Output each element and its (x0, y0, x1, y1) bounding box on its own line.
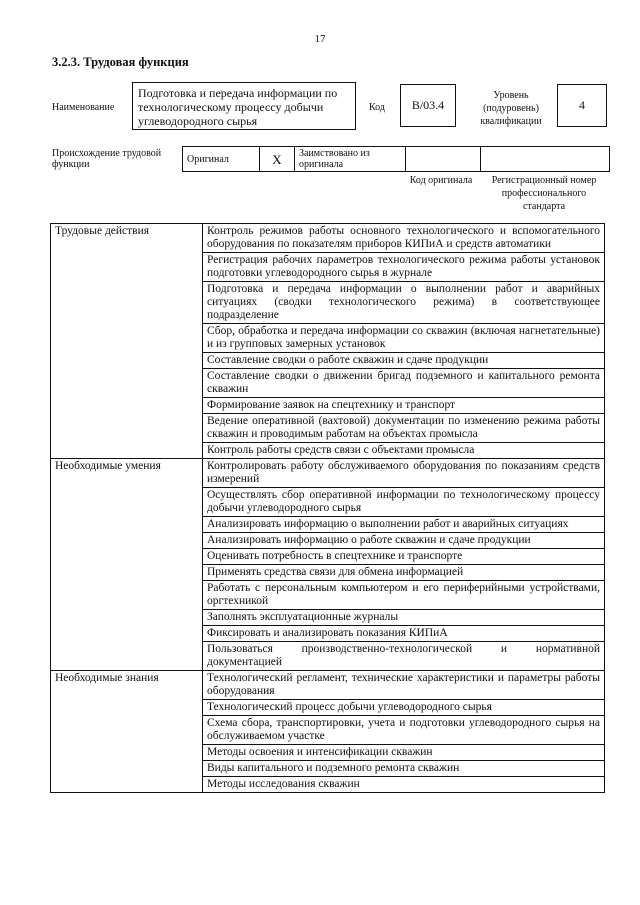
item-cell: Работать с персональным компьютером и его периферийными устройствами, оргтехникой (203, 581, 605, 610)
item-cell: Применять средства связи для обмена информацией (203, 565, 605, 581)
code-caption: Код оригинала (409, 175, 473, 186)
item-cell: Технологический процесс добычи углеводородного сырья (203, 700, 605, 716)
origin-code-cell (406, 147, 481, 172)
item-cell: Составление сводки о работе скважин и сдаче продукции (203, 353, 605, 369)
function-details-table (50, 223, 605, 793)
reg-number-cell (481, 147, 610, 172)
table-row (51, 671, 605, 700)
item-cell: Сбор, обработка и передача информации со скважин (включая нагнетательные) и из групповых замерных установок (203, 324, 605, 353)
category-cell: Трудовые действия (51, 224, 203, 459)
origin-table (182, 146, 610, 172)
item-cell: Оценивать потребность в спецтехнике и транспорте (203, 549, 605, 565)
item-cell: Ведение оперативной (вахтовой) документации по изменению режима работы скважин и проводимым работам на объектах промысла (203, 414, 605, 443)
item-cell: Регистрация рабочих параметров технологического режима работы установок подготовки углеводородного сырья в журнале (203, 253, 605, 282)
item-cell: Заполнять эксплуатационные журналы (203, 610, 605, 626)
item-cell: Подготовка и передача информации о выполнении работ и аварийных ситуациях (сводки технологического режима) в соответствующее подразделение (203, 282, 605, 324)
item-cell: Методы исследования скважин (203, 777, 605, 793)
item-cell: Методы освоения и интенсификации скважин (203, 745, 605, 761)
item-cell: Схема сбора, транспортировки, учета и подготовки углеводородного сырья на обслуживаемом участке (203, 716, 605, 745)
item-cell: Формирование заявок на спецтехнику и транспорт (203, 398, 605, 414)
table-row (51, 224, 605, 253)
category-cell: Необходимые умения (51, 459, 203, 671)
item-cell: Фиксировать и анализировать показания КИПиА (203, 626, 605, 642)
item-cell: Технологический регламент, технические характеристики и параметры работы оборудования (203, 671, 605, 700)
item-cell: Контроль режимов работы основного технологического и вспомогательного оборудования по показателям приборов КИПиА и средств автоматики (203, 224, 605, 253)
original-mark: X (260, 147, 295, 172)
item-cell: Анализировать информацию о работе скважин и сдаче продукции (203, 533, 605, 549)
item-cell: Контроль работы средств связи с объектами промысла (203, 443, 605, 459)
item-cell: Пользоваться производственно-технологической и нормативной документацией (203, 642, 605, 671)
level-label: Уровень (подуровень) квалификации (480, 90, 542, 127)
table-row (51, 459, 605, 488)
origin-label: Происхождение трудовой функции (52, 148, 162, 170)
function-name-box: Подготовка и передача информации по технологическому процессу добычи углеводородного сырья (132, 82, 356, 130)
code-label: Код (369, 102, 385, 113)
item-cell: Виды капитального и подземного ремонта скважин (203, 761, 605, 777)
level-value: 4 (557, 84, 607, 127)
section-title: 3.2.3. Трудовая функция (52, 55, 189, 69)
reg-caption: Регистрационный номер профессионального стандарта (491, 175, 597, 212)
category-cell: Необходимые знания (51, 671, 203, 793)
code-value: B/03.4 (400, 84, 456, 127)
borrowed-label: Заимствовано из оригинала (295, 147, 406, 172)
item-cell: Осуществлять сбор оперативной информации по технологическому процессу добычи углеводородного сырья (203, 488, 605, 517)
page-number: 17 (314, 33, 326, 45)
name-label: Наименование (52, 102, 115, 113)
original-label: Оригинал (183, 147, 260, 172)
item-cell: Составление сводки о движении бригад подземного и капитального ремонта скважин (203, 369, 605, 398)
item-cell: Контролировать работу обслуживаемого оборудования по показаниям средств измерений (203, 459, 605, 488)
item-cell: Анализировать информацию о выполнении работ и аварийных ситуациях (203, 517, 605, 533)
